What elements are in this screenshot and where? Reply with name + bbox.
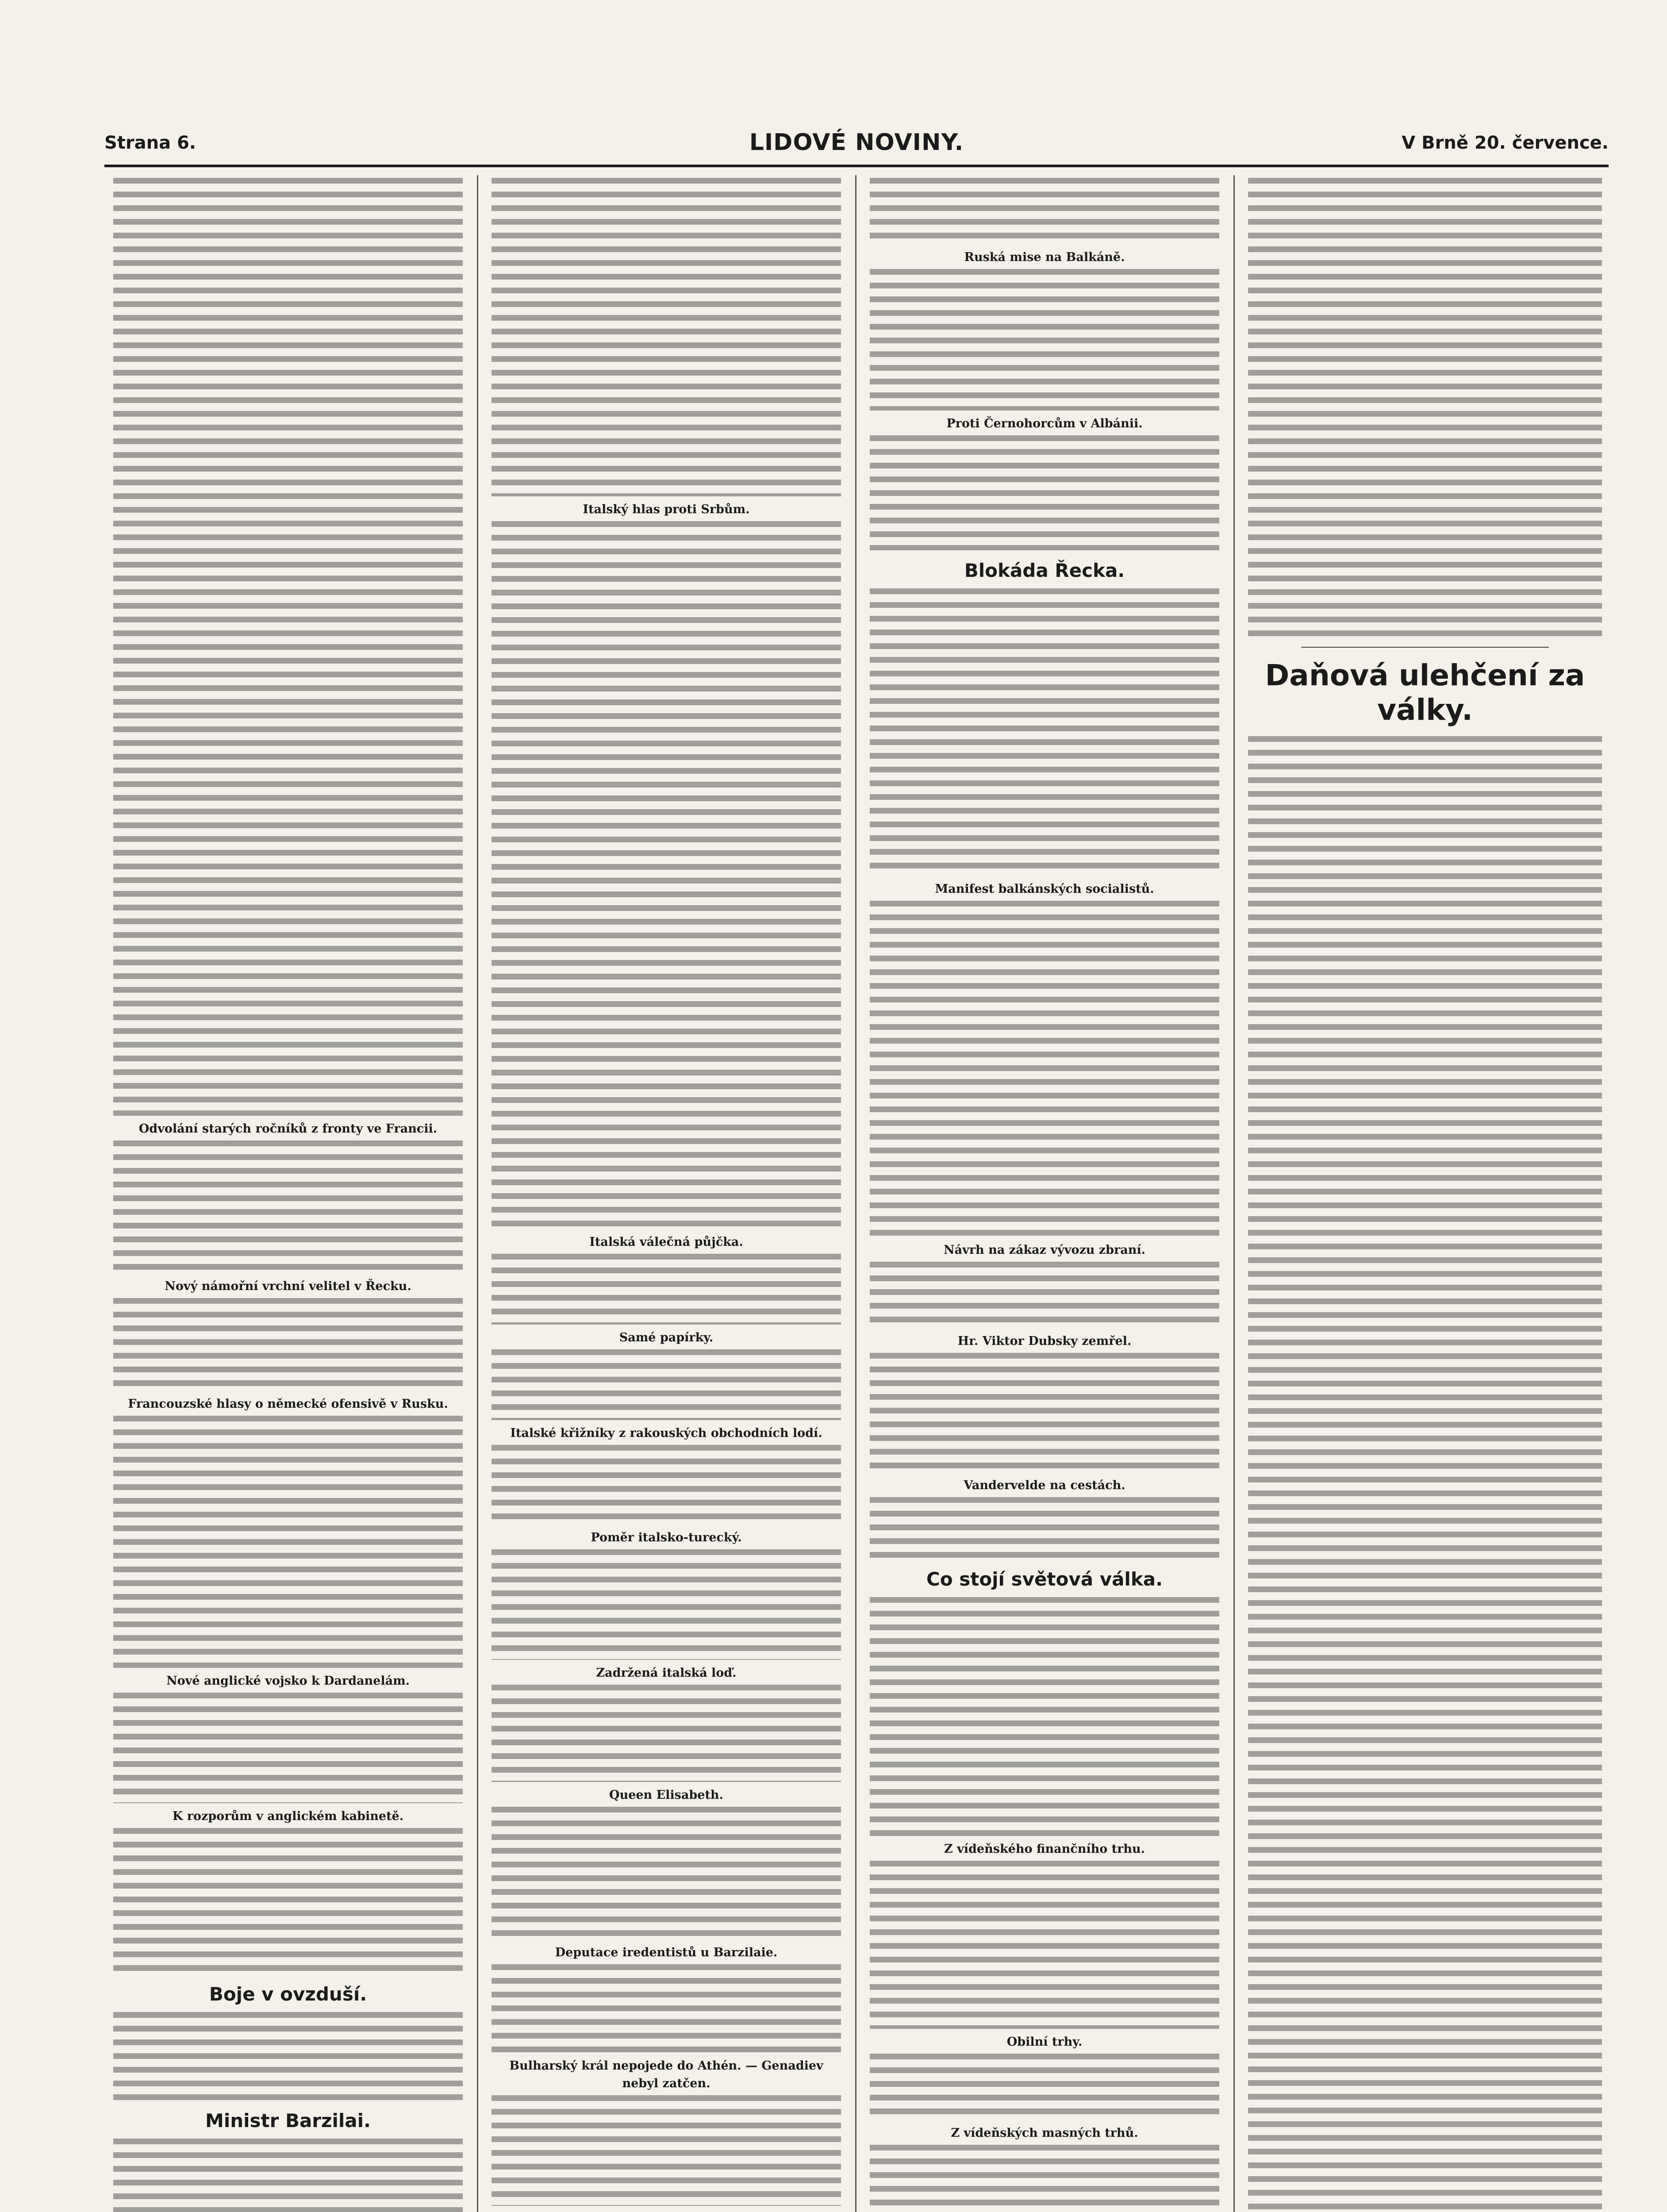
article-text <box>113 1298 463 1391</box>
article-heading: Francouzské hlasy o německé ofensivě v Rusku. <box>128 1397 448 1411</box>
article-heading: Vandervelde na cestách. <box>964 1479 1125 1492</box>
page-number: Strana 6. <box>104 133 196 153</box>
article-heading: Z vídeňského finančního trhu. <box>944 1842 1145 1856</box>
article-heading: Co stojí světová válka. <box>926 1568 1163 1590</box>
article-text <box>870 178 1219 244</box>
article-text <box>492 1964 841 2053</box>
article-heading: Ruská mise na Balkáně. <box>964 250 1125 264</box>
article-heading: Italské křižníky z rakouských obchodních lodí. <box>510 1426 822 1440</box>
article-text <box>113 2012 463 2101</box>
article-text <box>1248 178 1602 642</box>
dateline-header: V Brně 20. července. <box>1402 133 1609 153</box>
column-separator <box>477 175 478 2212</box>
column-3 <box>870 175 1219 2212</box>
article-text <box>492 1445 841 1525</box>
article-text <box>492 2095 841 2206</box>
article-heading: Blokáda Řecka. <box>964 560 1125 581</box>
column-1 <box>113 175 463 2212</box>
article-heading: Proti Černohorcům v Albánii. <box>946 417 1143 430</box>
article-heading: Daňová ulehčení za války. <box>1265 658 1585 727</box>
article-heading: Deputace iredentistů u Barzilaie. <box>555 1946 778 1959</box>
article-text <box>492 1807 841 1939</box>
article-heading: Obilní trhy. <box>1006 2035 1083 2049</box>
header-rule <box>104 165 1609 167</box>
article-text <box>870 269 1219 411</box>
article-heading <box>492 2210 841 2212</box>
article-text <box>113 1141 463 1273</box>
article-heading: Z vídeňských masných trhů. <box>951 2126 1138 2140</box>
article-text <box>492 521 841 1229</box>
article-heading: Návrh na zákaz vývozu zbraní. <box>943 1243 1146 1257</box>
article-text <box>113 1693 463 1803</box>
article-heading: K rozporům v anglickém kabinetě. <box>172 1809 404 1823</box>
newspaper-page <box>104 129 1609 2212</box>
column-separator <box>855 175 857 2212</box>
column-separator <box>1233 175 1235 2212</box>
article-heading: Bulharský král nepojede do Athén. — Genadiev nebyl zatčen. <box>509 2059 823 2090</box>
article-text <box>870 1861 1219 2029</box>
article-text <box>113 178 463 1116</box>
article-text <box>870 588 1219 876</box>
article-heading: Nové anglické vojsko k Dardanelám. <box>166 1674 410 1688</box>
article-heading: Ministr Barzilai. <box>205 2110 371 2131</box>
column-4 <box>1248 175 1602 2212</box>
article-text <box>492 1685 841 1782</box>
article-text <box>113 1416 463 1668</box>
article-text <box>870 2145 1219 2212</box>
article-text <box>492 1254 841 1325</box>
article-heading: Samé papírky. <box>619 1331 714 1344</box>
article-heading: Nový námořní vrchní velitel v Řecku. <box>165 1279 411 1293</box>
article-text <box>492 1549 841 1660</box>
article-text <box>870 435 1219 550</box>
article-text <box>492 178 841 496</box>
article-heading: Boje v ovzduší. <box>209 1983 367 2005</box>
article-heading: Zadržená italská loď. <box>596 1666 737 1680</box>
article-text <box>870 2054 1219 2120</box>
article-text <box>492 1349 841 1420</box>
page-header <box>104 129 1609 164</box>
article-heading: Poměr italsko-turecký. <box>591 1531 742 1544</box>
section-divider <box>1301 647 1549 648</box>
article-text <box>870 1597 1219 1836</box>
article-heading: Manifest balkánských socialistů. <box>935 882 1154 896</box>
article-heading: Hr. Viktor Dubsky zemřel. <box>957 1334 1132 1348</box>
article-text <box>113 2139 463 2212</box>
article-text <box>870 1353 1219 1472</box>
article-text <box>870 1262 1219 1328</box>
article-text <box>870 1497 1219 1559</box>
article-text <box>1248 736 1602 2212</box>
article-heading: Queen Elisabeth. <box>609 1788 723 1802</box>
column-2 <box>492 175 841 2212</box>
masthead-title: LIDOVÉ NOVINY. <box>749 129 964 156</box>
article-heading: Odvolání starých ročníků z fronty ve Francii. <box>138 1122 438 1136</box>
article-heading: Italská válečná půjčka. <box>589 1235 743 1249</box>
article-heading: Italský hlas proti Srbům. <box>583 503 750 516</box>
article-text <box>113 1828 463 1974</box>
article-text <box>870 901 1219 1237</box>
